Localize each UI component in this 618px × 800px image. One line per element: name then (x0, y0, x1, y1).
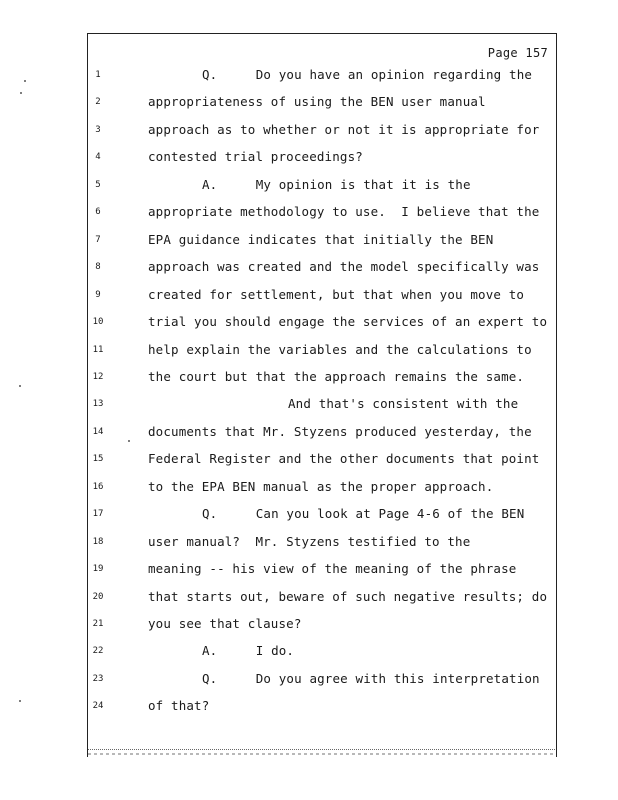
line-number: 5 (95, 179, 101, 190)
transcript-line (0, 149, 618, 169)
scan-speck (20, 92, 22, 94)
line-text: trial you should engage the services of an expert to (148, 314, 548, 330)
transcript-line (0, 643, 618, 663)
line-text: A. I do. (202, 643, 295, 659)
transcript-line (0, 534, 618, 554)
line-text: help explain the variables and the calculations to (148, 341, 532, 357)
line-number: 23 (92, 673, 104, 684)
line-number: 19 (92, 564, 104, 575)
line-number: 8 (95, 262, 101, 273)
line-text: approach was created and the model specifically was (148, 259, 540, 275)
line-number: 6 (95, 207, 101, 218)
transcript-line (0, 204, 618, 224)
footer-rule (88, 749, 555, 750)
line-number: 14 (92, 426, 104, 437)
line-text: Q. Do you agree with this interpretation (202, 670, 540, 686)
line-number: 12 (92, 371, 104, 382)
transcript-line (0, 616, 618, 636)
line-number: 11 (92, 344, 104, 355)
line-text: of that? (148, 698, 210, 714)
line-number: 9 (95, 289, 101, 300)
transcript-line (0, 259, 618, 279)
transcript-line (0, 479, 618, 499)
line-number: 4 (95, 152, 101, 163)
transcript-line (0, 424, 618, 444)
line-text: contested trial proceedings? (148, 149, 363, 165)
scan-speck (128, 440, 130, 442)
transcript-line (0, 451, 618, 471)
line-text: A. My opinion is that it is the (202, 176, 471, 192)
scan-speck (19, 700, 21, 702)
transcript-line (0, 287, 618, 307)
line-text: to the EPA BEN manual as the proper approach. (148, 478, 494, 494)
line-text: meaning -- his view of the meaning of the phrase (148, 561, 517, 577)
footer-rule-dotted (88, 753, 555, 755)
line-number: 7 (95, 234, 101, 245)
line-number: 20 (92, 591, 104, 602)
line-number: 22 (92, 646, 104, 657)
line-number: 24 (92, 701, 104, 712)
transcript-line (0, 671, 618, 691)
line-number: 3 (95, 124, 101, 135)
transcript-line (0, 589, 618, 609)
line-text: EPA guidance indicates that initially the BEN (148, 231, 494, 247)
transcript-line (0, 561, 618, 581)
scan-speck (24, 80, 26, 82)
line-number: 10 (92, 317, 104, 328)
transcript-line (0, 698, 618, 718)
line-number: 1 (95, 70, 101, 80)
line-text: Q. Can you look at Page 4-6 of the BEN (202, 506, 525, 522)
page-number: Page 157 (487, 46, 548, 60)
line-text: appropriateness of using the BEN user manual (148, 94, 486, 110)
line-text: Federal Register and the other documents that point (148, 451, 540, 467)
transcript-line (0, 67, 618, 87)
line-text: appropriate methodology to use. I believe that the (148, 204, 540, 220)
line-number: 21 (92, 619, 104, 629)
line-text: And that's consistent with the (288, 396, 519, 412)
line-text: the court but that the approach remains the same. (148, 368, 525, 384)
transcript-line (0, 177, 618, 197)
transcript-line (0, 342, 618, 362)
line-number: 2 (95, 97, 101, 108)
line-number: 13 (92, 399, 104, 410)
line-text: you see that clause? (148, 616, 302, 631)
line-text: that starts out, beware of such negative results; do (148, 588, 548, 604)
transcript-line (0, 506, 618, 526)
line-text: approach as to whether or not it is appropriate for (148, 121, 540, 137)
line-number: 18 (92, 536, 104, 547)
line-number: 16 (92, 481, 104, 492)
line-text: documents that Mr. Styzens produced yesterday, the (148, 423, 532, 439)
transcript-line (0, 122, 618, 142)
line-number: 17 (92, 509, 104, 520)
transcript-line (0, 94, 618, 114)
line-number: 15 (92, 454, 104, 465)
transcript-line (0, 369, 618, 389)
line-text: Q. Do you have an opinion regarding the (202, 67, 533, 82)
transcript-line (0, 396, 618, 416)
line-text: user manual? Mr. Styzens testified to the (148, 533, 471, 549)
line-text: created for settlement, but that when you move to (148, 286, 525, 302)
transcript-line (0, 314, 618, 334)
transcript-line (0, 232, 618, 252)
scan-speck (19, 385, 21, 387)
